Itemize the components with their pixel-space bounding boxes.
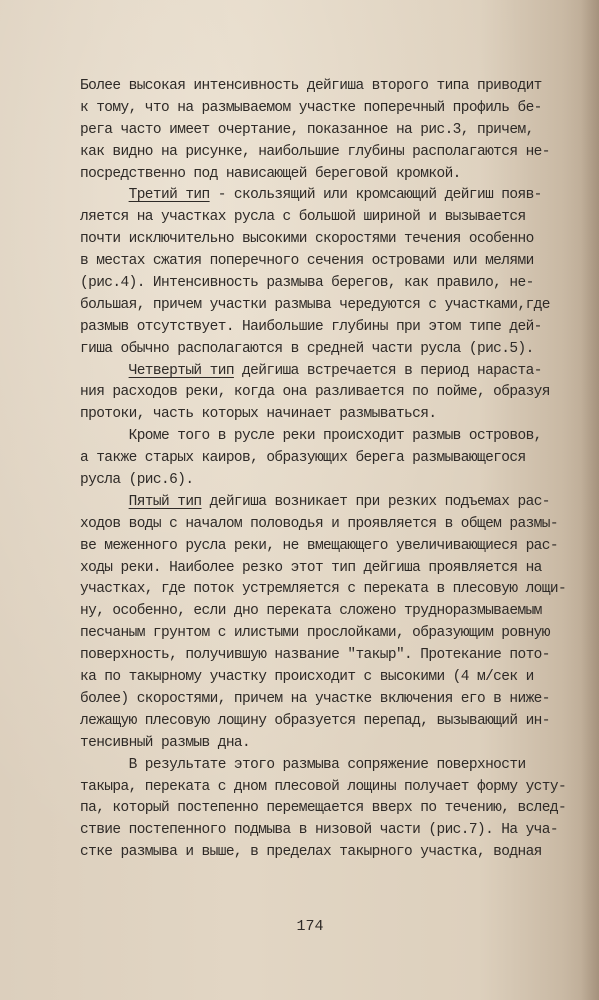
text-line	[80, 755, 585, 777]
line-text: стке размыва и выше, в пределах такырного участка, водная	[80, 844, 542, 861]
line-text: ходов воды с началом половодья и проявляется в общем размы-	[80, 515, 558, 532]
text-line	[80, 558, 585, 580]
line-text: тенсивный размыв дна.	[80, 734, 251, 751]
line-text: как видно на рисунке, наибольшие глубины располагаются не-	[80, 143, 550, 160]
text-line	[80, 733, 585, 755]
line-text: большая, причем участки размыва чередуются с участками,где	[80, 296, 550, 313]
text-line	[80, 142, 585, 164]
line-text: ка по такырному участку происходит с высокими (4 м/сек и	[80, 669, 534, 686]
text-line	[80, 273, 585, 295]
text-line	[80, 317, 585, 339]
text-line	[80, 448, 585, 470]
line-text: более) скоростями, причем на участке включения его в ниже-	[80, 690, 550, 707]
line-text: протоки, часть которых начинает размываться.	[80, 406, 437, 423]
line-text: па, который постепенно перемещается вверх по течению, вслед-	[80, 800, 567, 817]
page-number: 174	[296, 918, 324, 935]
line-text: размыв отсутствует. Наибольшие глубины при этом типе дей-	[80, 318, 542, 335]
line-text: В результате этого размыва сопряжение поверхности	[80, 756, 526, 773]
text-line	[80, 339, 585, 361]
body-text	[80, 76, 585, 864]
text-line	[80, 229, 585, 251]
text-line	[80, 798, 585, 820]
line-text: Более высокая интенсивность дейгиша второго типа приводит	[80, 78, 542, 94]
line-text: посредственно под нависающей береговой кромкой.	[80, 165, 461, 182]
line-text: ния расходов реки, когда она разливается по пойме, образуя	[80, 384, 550, 401]
text-line	[80, 426, 585, 448]
text-line	[80, 382, 585, 404]
line-text: (рис.4). Интенсивность размыва берегов, как правило, не-	[80, 275, 534, 292]
line-text: Кроме того в русле реки происходит размыв островов,	[80, 428, 542, 445]
line-text: лежащую плесовую лощину образуется перепад, вызывающий ин-	[80, 712, 550, 729]
line-text: участках, где поток устремляется с переката в плесовую лощи-	[80, 581, 567, 598]
text-line	[80, 470, 585, 492]
text-line	[80, 295, 585, 317]
line-text: ну, особенно, если дно переката сложено трудноразмываемым	[80, 603, 542, 620]
line-text: - скользящий или кромсающий дейгиш появ-	[209, 187, 542, 204]
text-line	[80, 98, 585, 120]
text-line	[80, 251, 585, 273]
text-line	[80, 404, 585, 426]
text-line	[80, 623, 585, 645]
line-text	[80, 494, 129, 510]
text-line	[80, 536, 585, 558]
line-text	[80, 363, 129, 379]
underlined-term: Третий тип	[128, 187, 210, 204]
line-text: ходы реки. Наиболее резко этот тип дейгиша проявляется на	[80, 559, 542, 576]
line-text	[80, 187, 129, 203]
line-text: почти исключительно высокими скоростями течения особенно	[80, 231, 534, 248]
line-text: такыра, переката с дном плесовой лощины получает форму усту-	[80, 778, 567, 795]
line-text: ляется на участках русла с большой шириной и вызывается	[80, 209, 526, 226]
text-line	[80, 185, 585, 207]
text-line	[80, 361, 585, 383]
line-text: дейгиша встречается в период нараста-	[233, 362, 542, 379]
text-line	[80, 667, 585, 689]
text-line	[80, 645, 585, 667]
text-line	[80, 579, 585, 601]
text-line	[80, 777, 585, 799]
line-text: дейгиша возникает при резких подъемах рас-	[201, 493, 550, 510]
underlined-term: Четвертый тип	[128, 362, 234, 379]
text-line	[80, 492, 585, 514]
line-text: к тому, что на размываемом участке поперечный профиль бе-	[80, 99, 542, 116]
text-line	[80, 842, 585, 864]
line-text: поверхность, получившую название "такыр". Протекание пото-	[80, 647, 550, 664]
line-text: ствие постепенного подмыва в низовой части (рис.7). На уча-	[80, 822, 558, 839]
text-line	[80, 164, 585, 186]
text-line	[80, 120, 585, 142]
text-line	[80, 820, 585, 842]
text-line	[80, 711, 585, 733]
line-text: а также старых каиров, образующих берега размывающегося	[80, 450, 526, 467]
text-line	[80, 76, 585, 98]
line-text: ве меженного русла реки, не вмещающего увеличивающиеся рас-	[80, 537, 558, 554]
line-text: гиша обычно располагаются в средней части русла (рис.5).	[80, 340, 534, 357]
underlined-term: Пятый тип	[128, 493, 202, 510]
line-text: русла (рис.6).	[80, 472, 194, 489]
line-text: рега часто имеет очертание, показанное на рис.3, причем,	[80, 121, 534, 138]
text-line	[80, 207, 585, 229]
text-line	[80, 601, 585, 623]
text-line	[80, 689, 585, 711]
text-line	[80, 514, 585, 536]
line-text: песчаным грунтом с илистыми прослойками, образующим ровную	[80, 625, 550, 642]
line-text: в местах сжатия поперечного сечения островами или мелями	[80, 253, 534, 270]
